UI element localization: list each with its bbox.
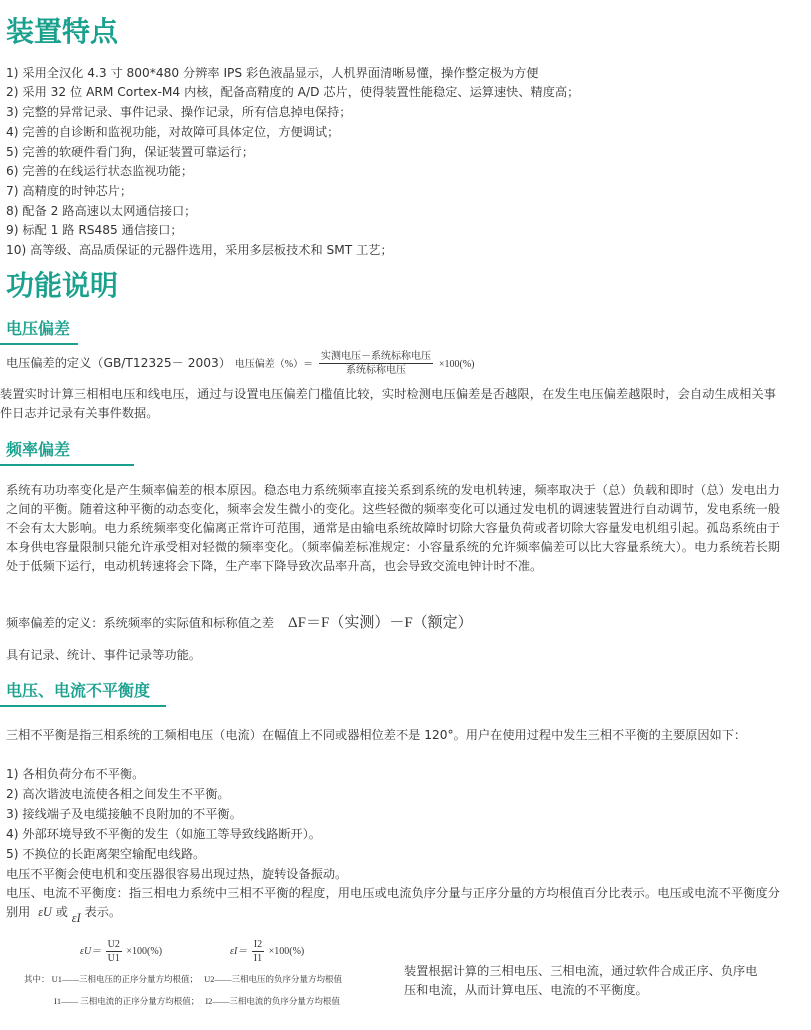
list-item: 1) 采用全汉化 4.3 寸 800*480 分辨率 IPS 彩色液晶显示，人机界面清晰易懂，操作整定极为方便 — [6, 66, 539, 80]
list-item: 3) 完整的异常记录、事件记录、操作记录，所有信息掉电保持； — [6, 105, 352, 119]
formula-lhs: εU＝ — [80, 945, 102, 957]
frequency-note: 具有记录、统计、事件记录等功能。 — [6, 648, 201, 662]
shown-text: 表示。 — [84, 905, 122, 919]
list-item: 3) 接线端子及电缆接触不良附加的不平衡。 — [6, 807, 242, 821]
formula-lhs: 电压偏差（%）＝ — [234, 359, 314, 370]
list-item: 7) 高精度的时钟芯片； — [6, 184, 133, 198]
formula-fraction — [252, 938, 264, 965]
voltage-deviation-definition — [6, 348, 475, 380]
list-item: 9) 标配 1 路 RS485 通信接口； — [6, 223, 183, 237]
definition-label: 频率偏差的定义：系统频率的实际值和标称值之差 — [6, 616, 275, 630]
list-item: 4) 外部环境导致不平衡的发生（如施工等导致线路断开）。 — [6, 827, 321, 841]
formula-numerator: 实测电压－系统标称电压 — [321, 351, 431, 362]
symbol-epsilon-i: εI — [71, 911, 81, 925]
frequency-formula: ΔF＝F（实测）－F（额定） — [288, 615, 473, 631]
formula-tail: ×100(%) — [438, 359, 475, 370]
frequency-deviation-body: 系统有功功率变化是产生频率偏差的根本原因。稳态电力系统频率直接关系到系统的发电机转速，频率取决于（总）负载和即时（总）发电出力之间的平衡。随着这种平衡的动态变化，频率会发生微小的变化。这些轻微的频率变化可以通过发电机的调速装置进行自动调节，发电系统一般不会有太大影响。电力系统频率变化偏离正常许可范围，通常是由输电系统故障时切除大容量负荷或者切除大容量发电机组引起。孤岛系统由于本身供电容量限制只能允许承受相对轻微的频率变化。（频率偏差标准规定：小容量系统的允许频率偏差可以比大容量系统大）。电力系统若长期处于低频下运行，电动机转速将会下降，生产率下降导致次品率升高，也会导致交流电钟计时不准。 — [6, 483, 780, 573]
formula-lhs: εI＝ — [230, 945, 248, 957]
formula-numerator: I2 — [253, 939, 263, 950]
formula-tail: ×100(%) — [268, 945, 305, 957]
voltage-deviation-body: 装置实时计算三相相电压和线电压，通过与设置电压偏差门槛值比较，实时检测电压偏差是否越限，在发生电压偏差越限时，会自动生成相关事件日志并记录有关事件数据。 — [0, 387, 776, 420]
formula-numerator: U2 — [107, 939, 120, 950]
list-item: 10) 高等级、高品质保证的元器件选用，采用多层板技术和 SMT 工艺； — [6, 243, 393, 257]
formula-legend-row-1 — [24, 970, 342, 989]
or-text: 或 — [55, 905, 68, 919]
definition-label: 电压偏差的定义（GB/T12325－ 2003） — [6, 356, 231, 370]
unbalance-definition — [6, 884, 780, 925]
list-item: 1) 各相负荷分布不平衡。 — [6, 767, 145, 781]
symbol-epsilon-u: εU — [38, 905, 52, 919]
unbalance-intro: 三相不平衡是指三相系统的工频相电压（电流）在幅值上不同或器相位差不是 120°。用户在使用过程中发生三相不平衡的主要原因如下： — [6, 728, 747, 742]
heading-underline — [0, 464, 134, 466]
formula-fraction — [319, 350, 433, 377]
legend-u2: U2——三相电压的负序分量方均根值 — [204, 974, 343, 984]
unbalance-effect: 电压不平衡会使电机和变压器很容易出现过热，旋转设备振动。 — [6, 867, 348, 881]
legend-i2: I2——三相电流的负序分量方均根值 — [205, 996, 340, 1006]
formula-tail: ×100(%) — [126, 945, 163, 957]
formula-denominator: U1 — [107, 953, 120, 964]
unbalance-summary: 装置根据计算的三相电压、三相电流，通过软件合成正序、负序电压和电流，从而计算电压、电流的不平衡度。 — [404, 964, 758, 997]
list-item: 6) 完善的在线运行状态监视功能； — [6, 164, 194, 178]
heading-unbalance: 电压、电流不平衡度 — [6, 681, 151, 700]
legend-prefix: 其中： — [24, 974, 50, 984]
list-item: 8) 配备 2 路高速以太网通信接口； — [6, 204, 197, 218]
heading-underline — [0, 705, 166, 707]
section-title-features: 装置特点 — [6, 15, 119, 48]
heading-frequency-deviation: 频率偏差 — [6, 440, 71, 459]
heading-underline — [0, 343, 78, 345]
section-title-functions: 功能说明 — [6, 269, 119, 302]
list-item: 5) 完善的软硬件看门狗，保证装置可靠运行； — [6, 145, 254, 159]
heading-voltage-deviation: 电压偏差 — [6, 319, 71, 338]
formula-epsilon-i — [230, 938, 304, 965]
formula-epsilon-u — [80, 938, 162, 965]
legend-u1: U1——三相电压的正序分量方均根值； — [51, 974, 199, 984]
formula-denominator: 系统标称电压 — [346, 365, 406, 376]
formula-denominator: I1 — [253, 953, 263, 964]
frequency-deviation-definition — [6, 610, 473, 636]
list-item: 2) 采用 32 位 ARM Cortex-M4 内核，配备高精度的 A/D 芯片，使得装置性能稳定、运算速快、精度高； — [6, 85, 580, 99]
formula-fraction — [106, 938, 122, 965]
list-item: 2) 高次谐波电流使各相之间发生不平衡。 — [6, 787, 230, 801]
definition-text: 电压、电流不平衡度：指三相电力系统中三相不平衡的程度，用电压或电流负序分量与正序分量的方均根值百分比表示。电压或电流不平衡度分别用 — [6, 886, 780, 919]
list-item: 5) 不换位的长距离架空输配电线路。 — [6, 847, 206, 861]
formula-legend-row-2 — [54, 992, 340, 1011]
legend-i1: I1—— 三相电流的正序分量方均根值； — [54, 996, 200, 1006]
list-item: 4) 完善的自诊断和监视功能，对故障可具体定位，方便调试； — [6, 125, 340, 139]
